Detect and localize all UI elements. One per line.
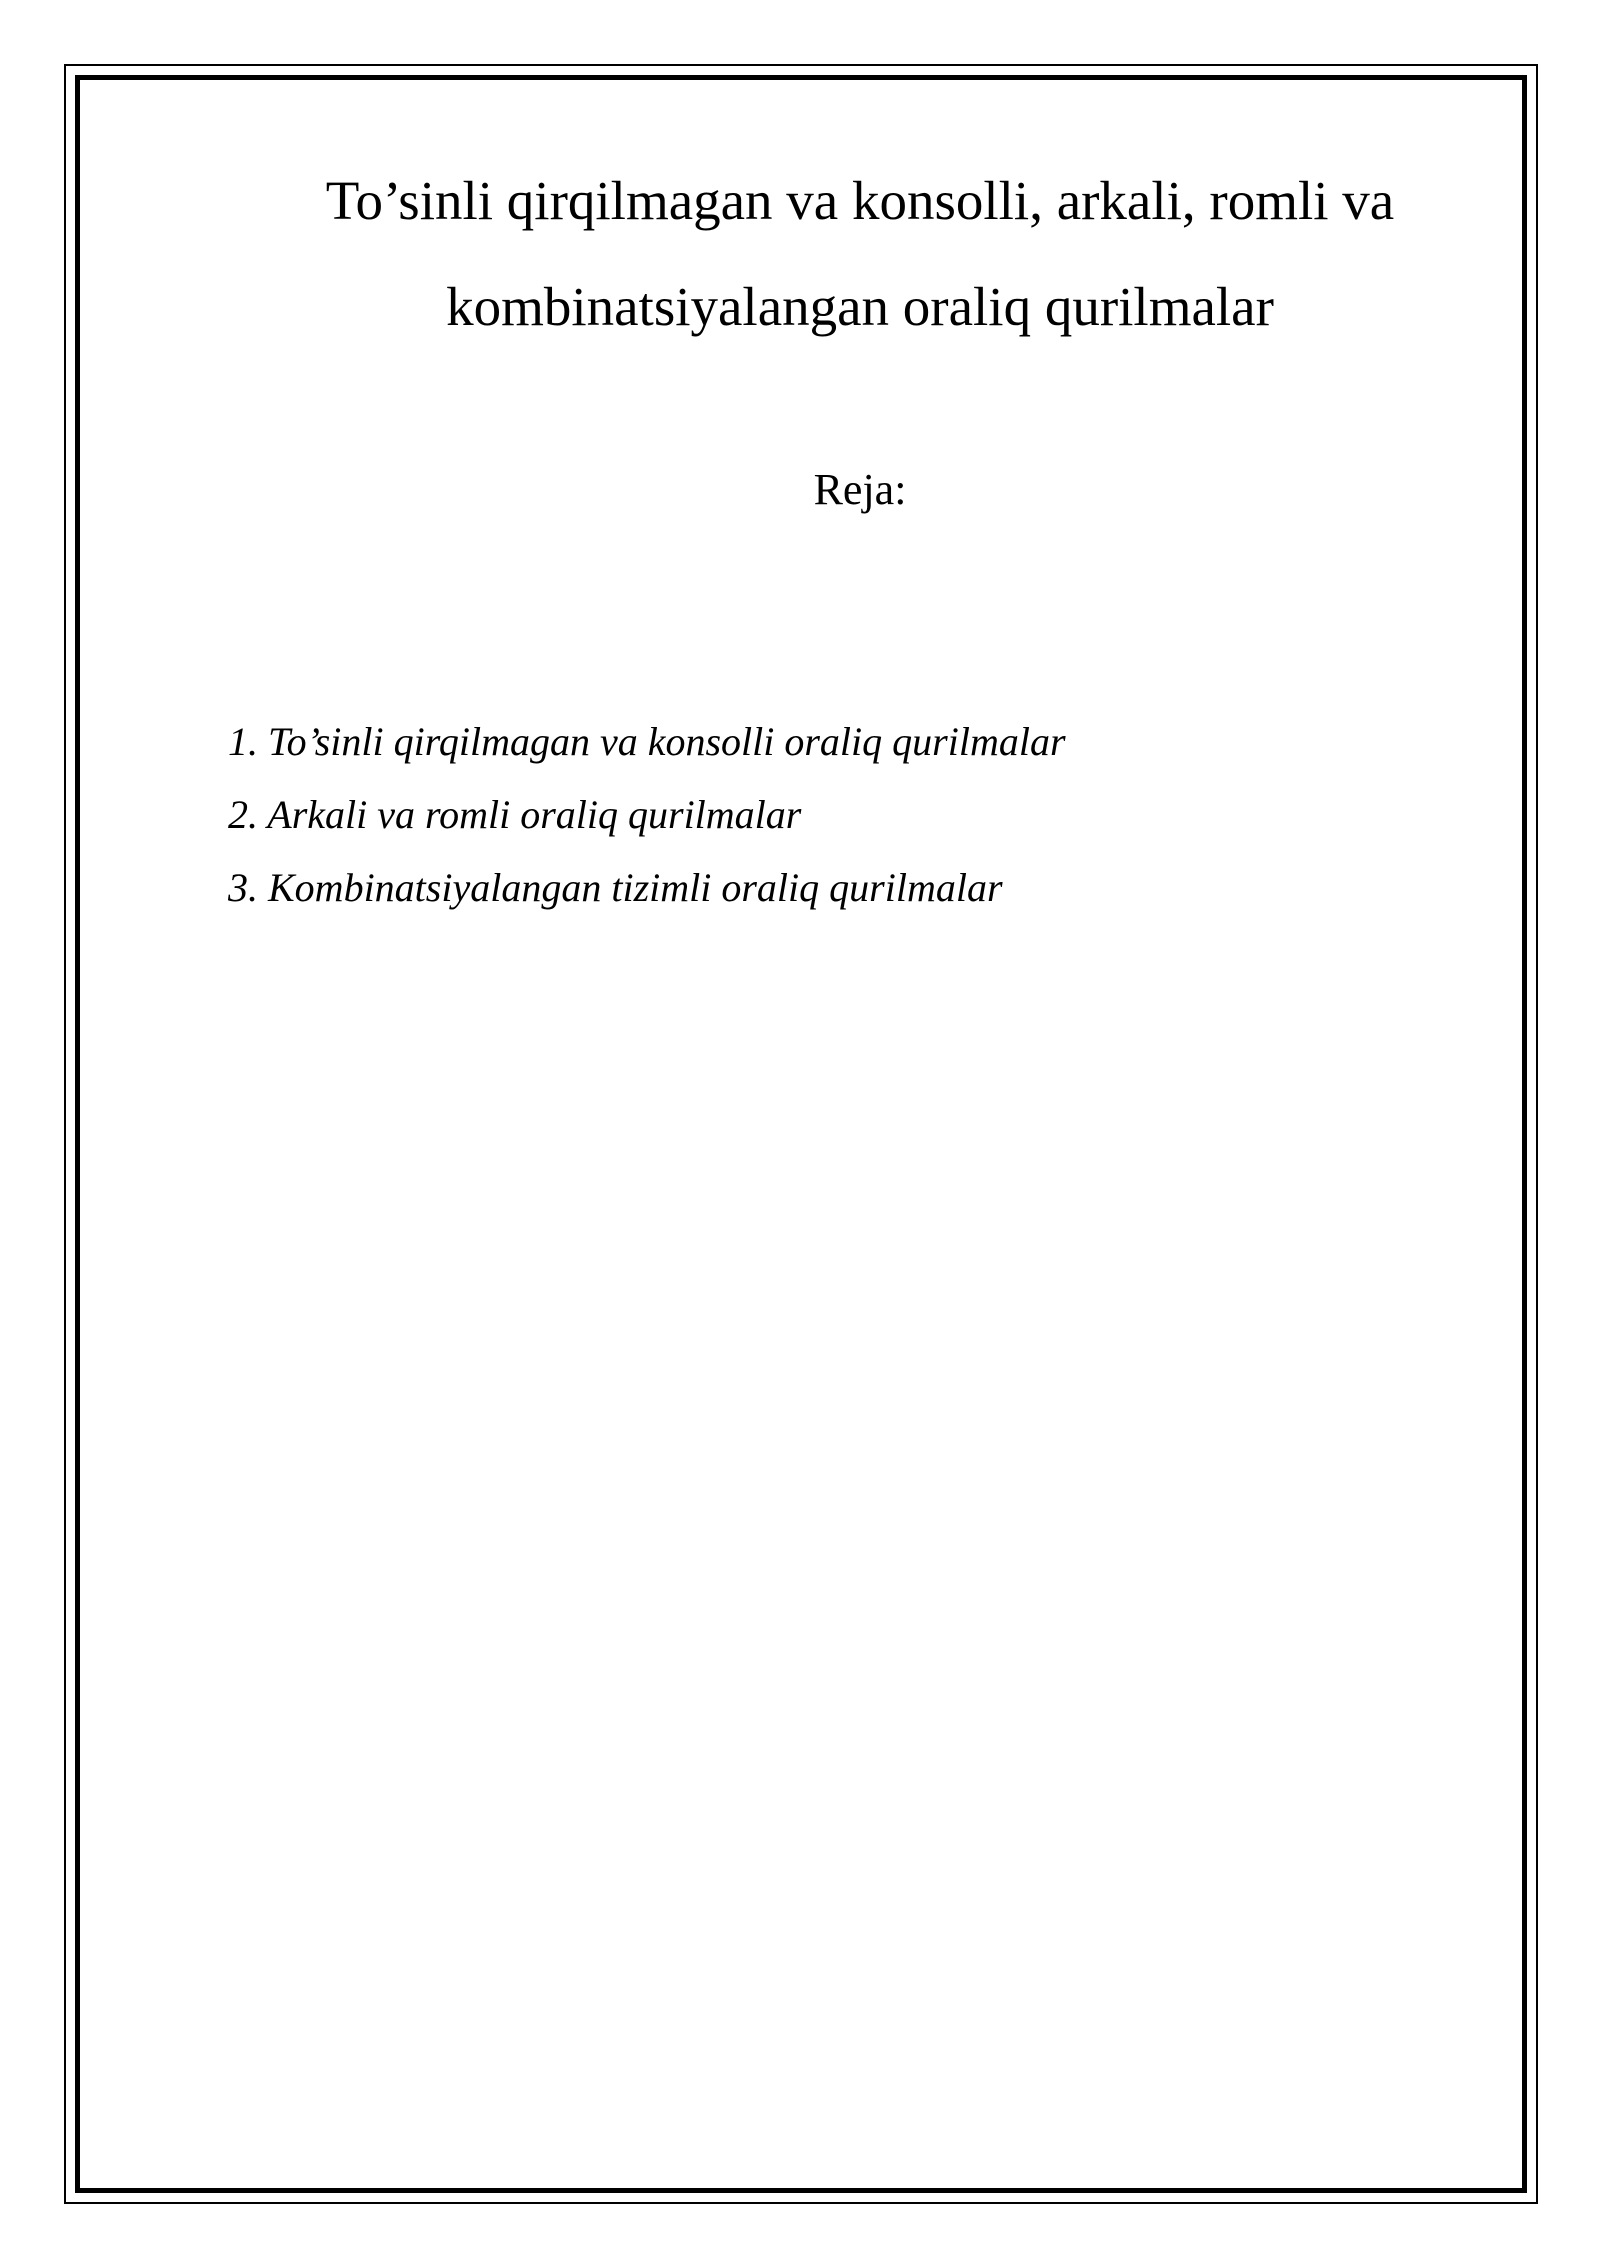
plan-item-1: 1. To’sinli qirqilmagan va konsolli oraliq qurilmalar: [228, 719, 1066, 764]
title-line-2: kombinatsiyalangan oraliq qurilmalar: [446, 276, 1274, 337]
plan-item-2: 2. Arkali va romli oraliq qurilmalar: [228, 792, 802, 837]
plan-heading: Reja:: [813, 465, 907, 514]
plan-item-3: 3. Kombinatsiyalangan tizimli oraliq qurilmalar: [228, 865, 1003, 910]
page-border-inner: [75, 75, 1527, 2193]
plan-list: [228, 705, 1428, 924]
title-line-1: To’sinli qirqilmagan va konsolli, arkali, romli va: [325, 170, 1395, 231]
document-title: [240, 148, 1480, 360]
